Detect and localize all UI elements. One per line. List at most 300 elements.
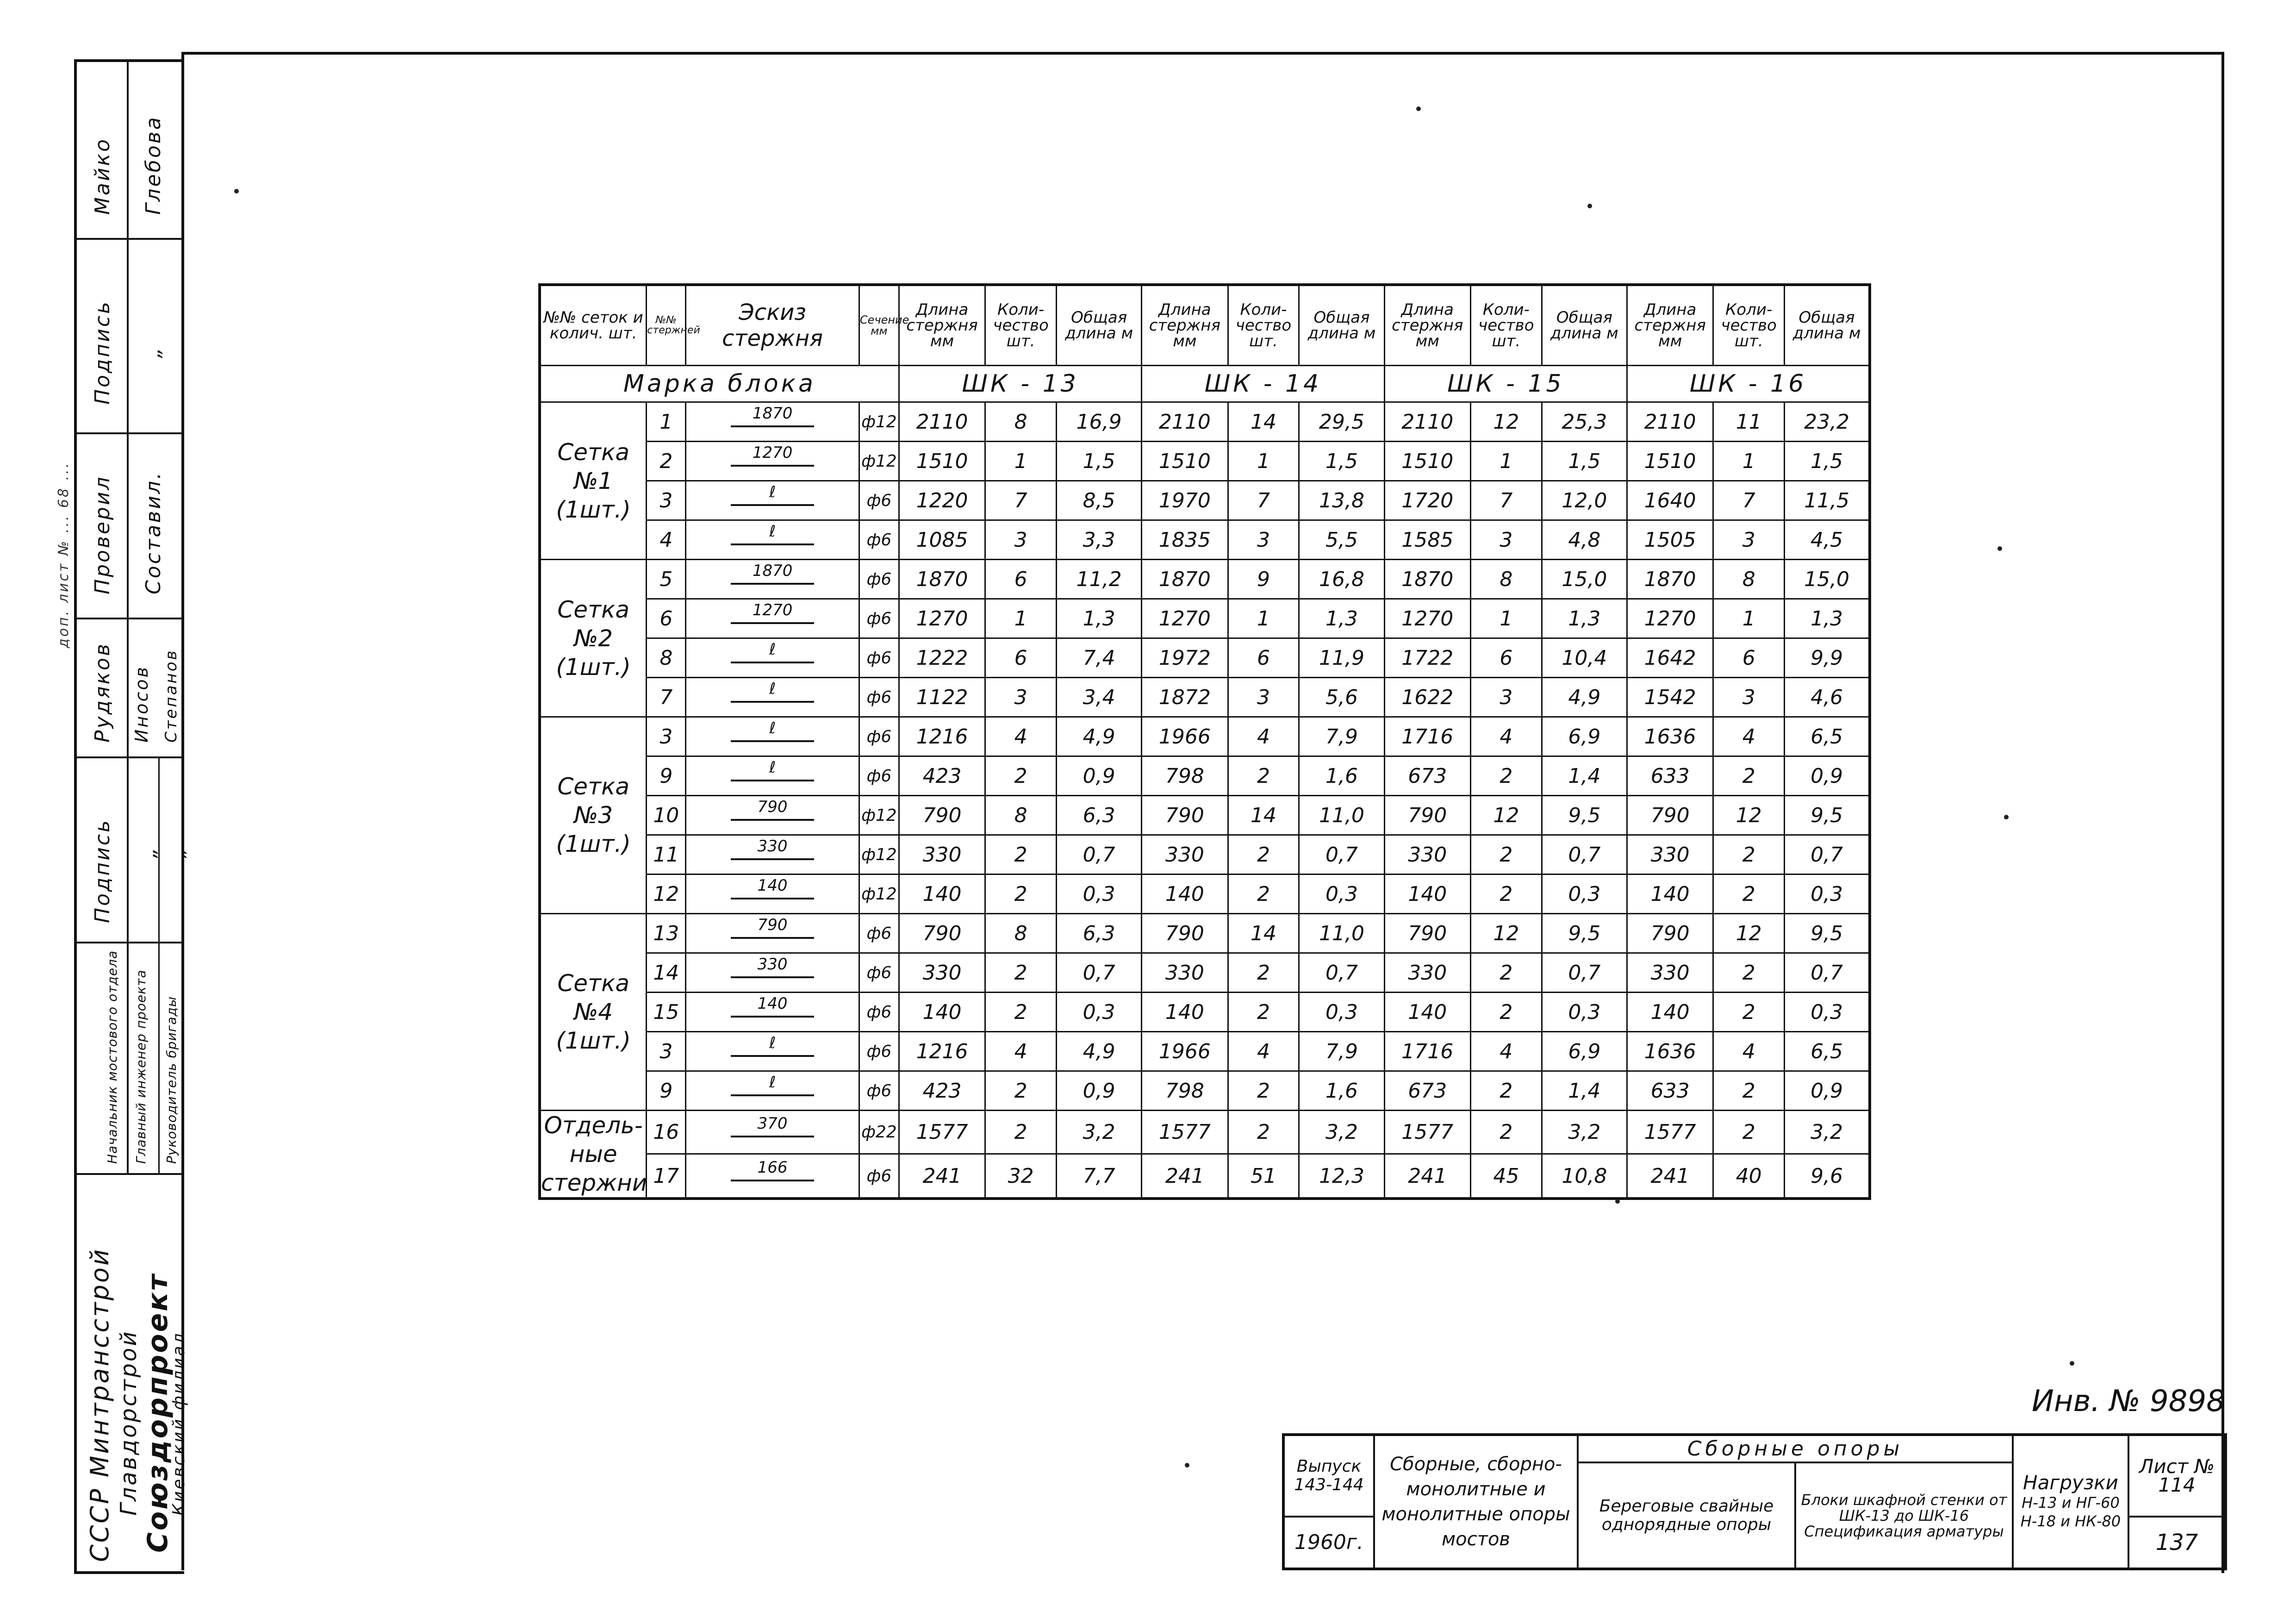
table-cell: 798: [1142, 1071, 1228, 1111]
table-cell: 0,7: [1785, 835, 1870, 874]
title-block: [1282, 1433, 2227, 1570]
table-cell: 1577: [1142, 1111, 1228, 1154]
mesh-group-label: Сетка №1 (1шт.): [540, 402, 647, 560]
table-cell: 2: [1713, 953, 1785, 993]
side-name-rudyakov: Рудяков: [91, 642, 114, 743]
table-cell: 5,5: [1299, 520, 1384, 560]
bar-sketch-line: [731, 583, 814, 585]
table-cell: 330: [1627, 953, 1713, 993]
bar-diameter: ф6: [859, 1032, 899, 1071]
hdr-len-14: Длина стержня мм: [1142, 285, 1228, 366]
table-cell: 790: [1627, 914, 1713, 953]
table-cell: 2: [985, 1071, 1057, 1111]
bar-sketch: [686, 520, 859, 560]
table-cell: 6,3: [1057, 914, 1142, 953]
table-cell: 1270: [1627, 599, 1713, 638]
table-cell: 7: [1470, 481, 1542, 520]
table-cell: 1,3: [1785, 599, 1870, 638]
table-cell: 0,3: [1057, 874, 1142, 914]
bar-number: 12: [647, 874, 686, 914]
table-cell: 1510: [1627, 442, 1713, 481]
table-cell: 2: [1228, 756, 1299, 796]
table-cell: 1,5: [1542, 442, 1627, 481]
table-row: [540, 835, 1870, 874]
table-cell: 1,5: [1299, 442, 1384, 481]
bar-sketch-label: ℓ: [769, 482, 776, 501]
scan-speck: [1416, 106, 1421, 111]
table-cell: 1870: [1627, 560, 1713, 599]
bar-sketch-line: [731, 622, 814, 624]
scan-speck: [1587, 204, 1592, 208]
bar-sketch-line: [731, 780, 814, 781]
table-cell: 7,7: [1057, 1154, 1142, 1199]
bar-sketch-line: [731, 701, 814, 703]
table-cell: 2: [1713, 874, 1785, 914]
table-cell: 140: [1142, 993, 1228, 1032]
bar-sketch: [686, 835, 859, 874]
table-cell: 14: [1228, 402, 1299, 442]
table-cell: 790: [899, 796, 985, 835]
table-cell: 25,3: [1542, 402, 1627, 442]
table-cell: 2: [1470, 874, 1542, 914]
table-cell: 1972: [1142, 638, 1228, 678]
bar-number: 10: [647, 796, 686, 835]
table-cell: 14: [1228, 914, 1299, 953]
bar-number: 2: [647, 442, 686, 481]
table-cell: 16,9: [1057, 402, 1142, 442]
table-cell: 4: [1713, 1032, 1785, 1071]
table-cell: 11,2: [1057, 560, 1142, 599]
bar-sketch-label: 1870: [752, 561, 793, 580]
table-cell: 4: [985, 717, 1057, 756]
hdr-cnt-15: Коли-чество шт.: [1470, 285, 1542, 366]
table-cell: 3,3: [1057, 520, 1142, 560]
bar-diameter: ф6: [859, 1071, 899, 1111]
table-cell: 3,2: [1542, 1111, 1627, 1154]
table-cell: 11,5: [1785, 481, 1870, 520]
hdr-tot-13: Общая длина м: [1057, 285, 1142, 366]
table-cell: 3: [1713, 678, 1785, 717]
bar-sketch-line: [731, 858, 814, 860]
table-cell: 9,5: [1542, 914, 1627, 953]
table-cell: 9,5: [1785, 914, 1870, 953]
table-cell: 2: [1228, 953, 1299, 993]
table-cell: 3: [985, 520, 1057, 560]
table-cell: 2: [1470, 953, 1542, 993]
bar-sketch: [686, 953, 859, 993]
table-cell: 0,3: [1542, 874, 1627, 914]
table-cell: 4,8: [1542, 520, 1627, 560]
table-cell: 0,3: [1542, 993, 1627, 1032]
bar-number: 13: [647, 914, 686, 953]
table-cell: 2110: [1627, 402, 1713, 442]
table-cell: 3,4: [1057, 678, 1142, 717]
table-cell: 4,6: [1785, 678, 1870, 717]
bar-number: 17: [647, 1154, 686, 1199]
table-cell: 423: [899, 756, 985, 796]
table-cell: 0,9: [1057, 1071, 1142, 1111]
bar-diameter: ф12: [859, 796, 899, 835]
table-cell: 9,6: [1785, 1154, 1870, 1199]
table-row: [540, 874, 1870, 914]
stamp-issue-label: Выпуск: [1296, 1457, 1362, 1476]
table-row: [540, 796, 1870, 835]
side-role-compiled: Составил.: [142, 470, 165, 594]
side-sign-mark-1: „: [142, 346, 165, 358]
bar-sketch: [686, 717, 859, 756]
table-cell: 1716: [1384, 717, 1470, 756]
table-cell: 1: [1713, 442, 1785, 481]
table-cell: 2: [1713, 1111, 1785, 1154]
bar-sketch-line: [731, 819, 814, 821]
table-cell: 1,3: [1299, 599, 1384, 638]
table-row: [540, 914, 1870, 953]
table-row: [540, 717, 1870, 756]
table-cell: 1966: [1142, 1032, 1228, 1071]
scan-speck: [234, 189, 239, 194]
bar-sketch-label: 790: [757, 797, 788, 816]
table-cell: 330: [1142, 835, 1228, 874]
table-cell: 0,3: [1299, 993, 1384, 1032]
side-name-mayko: Майко: [91, 137, 114, 215]
table-cell: 1,6: [1299, 1071, 1384, 1111]
table-cell: 330: [1384, 953, 1470, 993]
table-cell: 6,5: [1785, 1032, 1870, 1071]
page-border-top: [183, 52, 2224, 55]
table-cell: 6: [1228, 638, 1299, 678]
table-cell: 2: [1470, 993, 1542, 1032]
table-cell: 0,3: [1785, 874, 1870, 914]
table-cell: 7: [1713, 481, 1785, 520]
table-cell: 1577: [1627, 1111, 1713, 1154]
hdr-sketch: Эскиз стержня: [686, 285, 859, 366]
table-cell: 330: [899, 835, 985, 874]
table-cell: 790: [1384, 796, 1470, 835]
table-cell: 790: [899, 914, 985, 953]
bar-sketch-line: [731, 1016, 814, 1018]
table-cell: 673: [1384, 1071, 1470, 1111]
table-row: [540, 1032, 1870, 1071]
table-cell: 14: [1228, 796, 1299, 835]
side-org-2: Главдорстрой: [116, 1330, 142, 1516]
table-cell: 1270: [1142, 599, 1228, 638]
block-mark-shk14: ШК - 14: [1142, 366, 1384, 402]
bar-diameter: ф6: [859, 993, 899, 1032]
side-name-glebova: Глебова: [142, 115, 165, 215]
bar-sketch: [686, 599, 859, 638]
table-cell: 2: [1228, 993, 1299, 1032]
table-cell: 0,3: [1057, 993, 1142, 1032]
table-cell: 2: [1713, 993, 1785, 1032]
table-cell: 7,4: [1057, 638, 1142, 678]
bar-diameter: ф6: [859, 717, 899, 756]
bar-sketch-line: [731, 976, 814, 978]
block-mark-shk13: ШК - 13: [899, 366, 1141, 402]
table-cell: 1270: [899, 599, 985, 638]
bar-sketch-line: [731, 543, 814, 545]
bar-diameter: ф12: [859, 874, 899, 914]
bar-sketch: [686, 756, 859, 796]
table-cell: 1872: [1142, 678, 1228, 717]
hdr-mesh: №№ сеток и колич. шт.: [540, 285, 647, 366]
hdr-len-16: Длина стержня мм: [1627, 285, 1713, 366]
side-role-head: Начальник мостового отдела: [105, 950, 120, 1164]
table-row: [540, 1154, 1870, 1199]
bar-sketch: [686, 638, 859, 678]
table-cell: 330: [899, 953, 985, 993]
bar-number: 16: [647, 1111, 686, 1154]
table-cell: 9,9: [1785, 638, 1870, 678]
table-cell: 140: [1627, 874, 1713, 914]
mesh-group-label: Сетка №3 (1шт.): [540, 717, 647, 914]
bar-number: 3: [647, 1032, 686, 1071]
table-cell: 2: [985, 1111, 1057, 1154]
bar-number: 7: [647, 678, 686, 717]
table-cell: 0,9: [1785, 1071, 1870, 1111]
table-cell: 7: [985, 481, 1057, 520]
bar-number: 3: [647, 717, 686, 756]
bar-sketch-label: 166: [757, 1158, 788, 1177]
hdr-section: Сечение мм: [859, 285, 899, 366]
table-cell: 7,9: [1299, 1032, 1384, 1071]
table-cell: 1640: [1627, 481, 1713, 520]
scan-speck: [2070, 1361, 2074, 1366]
table-cell: 1220: [899, 481, 985, 520]
bar-sketch-label: 330: [757, 837, 788, 856]
hdr-len-13: Длина стержня мм: [899, 285, 985, 366]
table-cell: 4: [1470, 717, 1542, 756]
bar-number: 11: [647, 835, 686, 874]
table-cell: 633: [1627, 756, 1713, 796]
table-cell: 3: [1713, 520, 1785, 560]
scan-speck: [1185, 1463, 1189, 1468]
table-cell: 1: [1228, 599, 1299, 638]
table-row: [540, 638, 1870, 678]
bar-sketch-label: ℓ: [769, 718, 776, 737]
table-cell: 45: [1470, 1154, 1542, 1199]
bar-sketch-line: [731, 1136, 814, 1137]
table-cell: 12: [1470, 402, 1542, 442]
table-cell: 140: [1384, 874, 1470, 914]
table-row: [540, 678, 1870, 717]
table-cell: 3,2: [1785, 1111, 1870, 1154]
table-cell: 2110: [1142, 402, 1228, 442]
bar-sketch: [686, 678, 859, 717]
bar-number: 1: [647, 402, 686, 442]
table-cell: 12: [1713, 796, 1785, 835]
table-cell: 140: [899, 874, 985, 914]
table-cell: 3: [1228, 678, 1299, 717]
table-cell: 673: [1384, 756, 1470, 796]
table-row: [540, 520, 1870, 560]
table-cell: 51: [1228, 1154, 1299, 1199]
table-cell: 7: [1228, 481, 1299, 520]
table-cell: 1: [985, 599, 1057, 638]
table-row: [540, 756, 1870, 796]
table-cell: 790: [1627, 796, 1713, 835]
table-cell: 2110: [899, 402, 985, 442]
bar-number: 3: [647, 481, 686, 520]
table-cell: 330: [1142, 953, 1228, 993]
table-cell: 11,0: [1299, 796, 1384, 835]
table-cell: 4: [1228, 717, 1299, 756]
table-cell: 1,3: [1542, 599, 1627, 638]
scan-speck: [1615, 1199, 1620, 1204]
side-org-4: Киевский филиал: [169, 1331, 188, 1516]
table-row: [540, 993, 1870, 1032]
table-cell: 15,0: [1785, 560, 1870, 599]
table-cell: 790: [1384, 914, 1470, 953]
bar-number: 9: [647, 1071, 686, 1111]
table-cell: 1870: [1142, 560, 1228, 599]
table-row: [540, 953, 1870, 993]
page-border-right: [2221, 55, 2224, 1573]
table-cell: 4,9: [1057, 717, 1142, 756]
side-sign-mark-3: „: [166, 846, 189, 858]
bar-diameter: ф6: [859, 520, 899, 560]
side-sign-mark-2: „: [137, 846, 161, 858]
side-sign-label-1: Подпись: [91, 300, 114, 405]
side-approval-strip: [74, 59, 189, 1574]
bar-number: 5: [647, 560, 686, 599]
hdr-cnt-16: Коли-чество шт.: [1713, 285, 1785, 366]
table-cell: 1577: [1384, 1111, 1470, 1154]
side-name-stepanov: Степанов: [162, 649, 180, 743]
table-cell: 241: [1384, 1154, 1470, 1199]
table-cell: 3,2: [1057, 1111, 1142, 1154]
hdr-cnt-13: Коли-чество шт.: [985, 285, 1057, 366]
bar-diameter: ф12: [859, 442, 899, 481]
bar-diameter: ф6: [859, 1154, 899, 1199]
side-org-1: СССР Минтрансстрой: [85, 1247, 114, 1562]
table-cell: 1,3: [1057, 599, 1142, 638]
table-cell: 0,7: [1299, 835, 1384, 874]
table-cell: 4: [1470, 1032, 1542, 1071]
hdr-tot-14: Общая длина м: [1299, 285, 1384, 366]
stamp-loads-value: Н-13 и НГ-60 Н-18 и НК-80: [2020, 1493, 2121, 1530]
table-cell: 3: [1228, 520, 1299, 560]
bar-sketch-label: ℓ: [769, 640, 776, 659]
bar-sketch: [686, 1032, 859, 1071]
table-cell: 1970: [1142, 481, 1228, 520]
stamp-title-main: Сборные, сборно-монолитные и монолитные опоры мостов: [1374, 1435, 1578, 1569]
bar-sketch-label: 370: [757, 1114, 788, 1133]
table-cell: 12: [1470, 796, 1542, 835]
table-cell: 1622: [1384, 678, 1470, 717]
bar-sketch: [686, 1111, 859, 1154]
table-cell: 3,2: [1299, 1111, 1384, 1154]
table-cell: 2: [1228, 874, 1299, 914]
table-cell: 1510: [899, 442, 985, 481]
hdr-cnt-14: Коли-чество шт.: [1228, 285, 1299, 366]
table-row: [540, 442, 1870, 481]
table-cell: 1510: [1142, 442, 1228, 481]
side-org-3: Союздорпроект: [142, 1273, 174, 1553]
table-cell: 1: [1470, 599, 1542, 638]
bar-sketch: [686, 442, 859, 481]
table-cell: 6,3: [1057, 796, 1142, 835]
bar-sketch: [686, 1154, 859, 1199]
bar-sketch: [686, 796, 859, 835]
table-cell: 3: [1470, 520, 1542, 560]
table-cell: 2110: [1384, 402, 1470, 442]
hdr-tot-16: Общая длина м: [1785, 285, 1870, 366]
table-cell: 3: [1470, 678, 1542, 717]
bar-sketch: [686, 1071, 859, 1111]
side-handnote: доп. лист № ... 68 ...: [56, 461, 72, 648]
bar-sketch-line: [731, 1180, 814, 1181]
bar-sketch-label: 140: [757, 994, 788, 1013]
bar-diameter: ф12: [859, 835, 899, 874]
table-cell: 13,8: [1299, 481, 1384, 520]
bar-sketch-line: [731, 465, 814, 467]
table-row: [540, 599, 1870, 638]
table-cell: 633: [1627, 1071, 1713, 1111]
table-row: [540, 481, 1870, 520]
table-header-row: [540, 285, 1870, 366]
table-cell: 40: [1713, 1154, 1785, 1199]
table-cell: 12,3: [1299, 1154, 1384, 1199]
side-role-brigade: Руководитель бригады: [164, 996, 179, 1164]
side-role-chief: Главный инженер проекта: [133, 969, 149, 1164]
mesh-group-label: Отдель-ные стержни: [540, 1111, 647, 1199]
block-mark-shk15: ШК - 15: [1384, 366, 1627, 402]
bar-sketch-label: 790: [757, 915, 788, 934]
side-sign-label-2: Подпись: [91, 818, 114, 923]
table-cell: 2: [1228, 1111, 1299, 1154]
hdr-bar-no: №№ стержней: [647, 285, 686, 366]
bar-sketch-line: [731, 425, 814, 427]
bar-diameter: ф6: [859, 599, 899, 638]
hdr-len-15: Длина стержня мм: [1384, 285, 1470, 366]
table-cell: 0,7: [1057, 835, 1142, 874]
rebar-spec-table: [538, 283, 1871, 1200]
bar-diameter: ф6: [859, 638, 899, 678]
table-cell: 241: [1142, 1154, 1228, 1199]
table-cell: 1870: [899, 560, 985, 599]
table-cell: 1,4: [1542, 1071, 1627, 1111]
table-cell: 0,3: [1299, 874, 1384, 914]
bar-diameter: ф6: [859, 678, 899, 717]
bar-number: 9: [647, 756, 686, 796]
stamp-year: 1960г.: [1283, 1517, 1374, 1569]
table-cell: 2: [1470, 1111, 1542, 1154]
table-cell: 2: [985, 953, 1057, 993]
table-cell: 1585: [1384, 520, 1470, 560]
table-cell: 4,5: [1785, 520, 1870, 560]
bar-sketch-line: [731, 898, 814, 899]
stamp-title-top: Сборные опоры: [1578, 1435, 2013, 1462]
table-cell: 2: [1228, 835, 1299, 874]
side-role-checked: Проверил: [91, 475, 114, 594]
table-cell: 1122: [899, 678, 985, 717]
bar-sketch: [686, 874, 859, 914]
bar-sketch-label: 1870: [752, 404, 793, 423]
scan-speck: [1997, 546, 2002, 551]
table-cell: 6: [1470, 638, 1542, 678]
table-cell: 1,6: [1299, 756, 1384, 796]
table-cell: 4,9: [1542, 678, 1627, 717]
table-cell: 8,5: [1057, 481, 1142, 520]
table-cell: 140: [1384, 993, 1470, 1032]
table-cell: 1: [1228, 442, 1299, 481]
inventory-number: Инв. № 9898: [2032, 1384, 2225, 1418]
table-cell: 330: [1384, 835, 1470, 874]
table-cell: 1716: [1384, 1032, 1470, 1071]
table-cell: 12,0: [1542, 481, 1627, 520]
table-cell: 0,7: [1299, 953, 1384, 993]
stamp-loads-label: Нагрузки: [2023, 1471, 2118, 1494]
